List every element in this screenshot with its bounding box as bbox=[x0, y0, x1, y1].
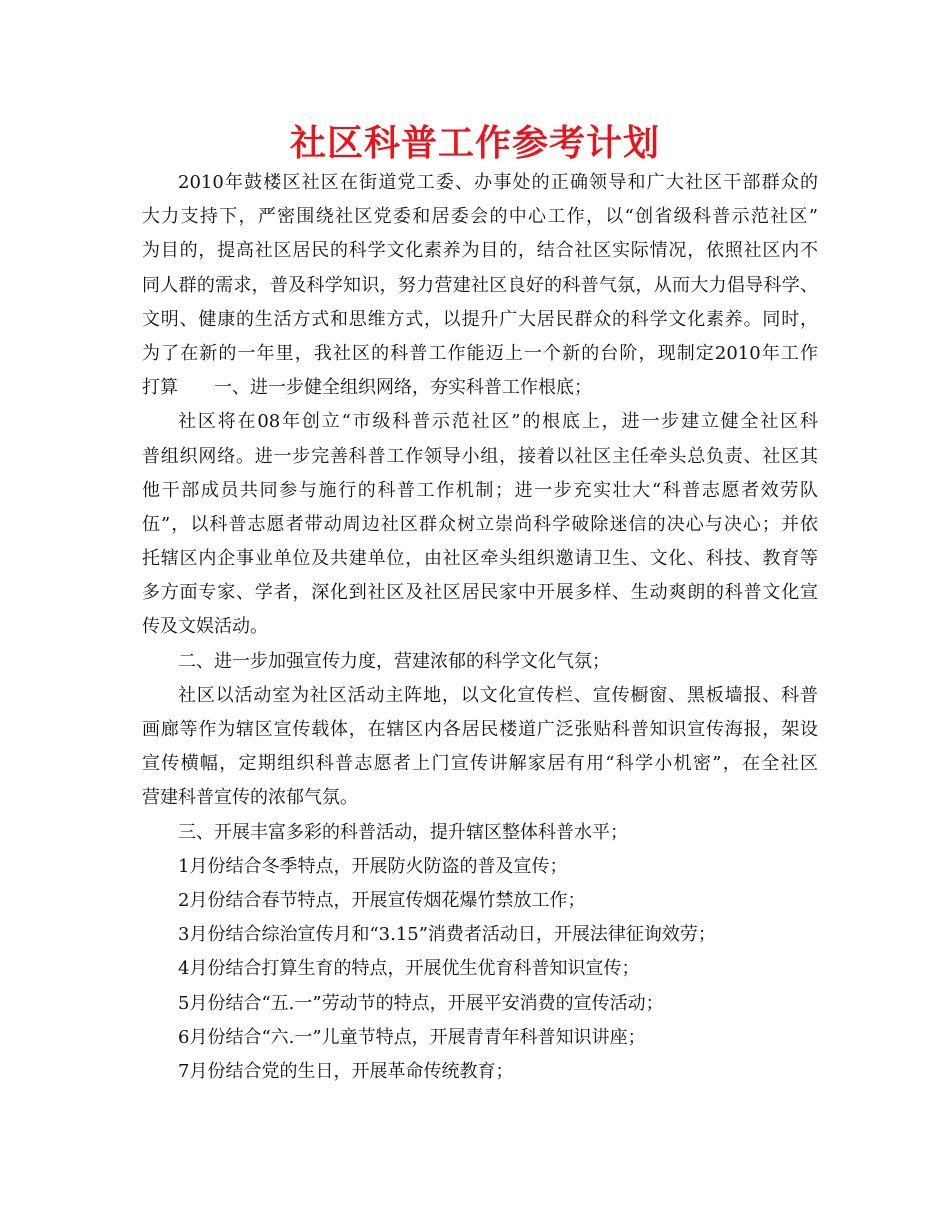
paragraph-line: 2010年鼓楼区社区在街道党工委、办事处的正确领导和广大社区干部群众的 bbox=[178, 172, 818, 193]
paragraph-line: 普组织网络。进一步完善科普工作领导小组，接着以社区主任牵头总负责、社区其 bbox=[142, 445, 818, 467]
paragraph-line: 伍”，以科普志愿者带动周边社区群众树立崇尚科学破除迷信的决心与决心；并依 bbox=[142, 513, 818, 535]
section-heading: 一、进一步健全组织网络，夯实科普工作根底； bbox=[214, 377, 592, 399]
paragraph-line: 同人群的需求，普及科学知识，努力营建社区良好的科普气氛，从而大力倡导科学、 bbox=[142, 274, 818, 296]
paragraph-line: 传及文娱活动。 bbox=[142, 616, 268, 638]
paragraph-line: 画廊等作为辖区宣传载体，在辖区内各居民楼道广泛张贴科普知识宣传海报，架设 bbox=[142, 719, 818, 740]
list-item: 3月份结合综治宣传月和“3.15”消费者活动日，开展法律征询效劳； bbox=[178, 924, 716, 946]
paragraph-line: 营建科普宣传的浓郁气氛。 bbox=[142, 787, 358, 809]
list-item: 1月份结合冬季特点，开展防火防盗的普及宣传； bbox=[178, 855, 568, 877]
paragraph-line: 社区以活动室为社区活动主阵地，以文化宣传栏、宣传橱窗、黑板墙报、科普 bbox=[178, 684, 818, 706]
paragraph-line: 托辖区内企事业单位及共建单位，由社区牵头组织邀请卫生、文化、科技、教育等 bbox=[142, 548, 818, 570]
paragraph-line: 文明、健康的生活方式和思维方式，以提升广大居民群众的科学文化素养。同时， bbox=[142, 308, 818, 330]
paragraph-line: 他干部成员共同参与施行的科普工作机制；进一步充实壮大“科普志愿者效劳队 bbox=[142, 479, 818, 501]
list-item: 5月份结合“五.一”劳动节的特点，开展平安消费的宣传活动； bbox=[178, 992, 664, 1014]
list-item: 7月份结合党的生日，开展革命传统教育； bbox=[178, 1060, 514, 1082]
paragraph-line: 打算 bbox=[142, 377, 178, 399]
paragraph-line: 大力支持下，严密围绕社区党委和居委会的中心工作，以“创省级科普示范社区” bbox=[142, 206, 818, 228]
paragraph-line: 社区将在08年创立“市级科普示范社区”的根底上，进一步建立健全社区科 bbox=[178, 411, 818, 433]
paragraph-line: 多方面专家、学者，深化到社区及社区居民家中开展多样、生动爽朗的科普文化宣 bbox=[142, 582, 818, 604]
section-heading: 三、开展丰富多彩的科普活动，提升辖区整体科普水平； bbox=[178, 821, 628, 843]
section-heading: 二、进一步加强宣传力度，营建浓郁的科学文化气氛； bbox=[178, 650, 610, 672]
paragraph-line: 为了在新的一年里，我社区的科普工作能迈上一个新的台阶，现制定2010年工作 bbox=[142, 342, 818, 364]
list-item: 6月份结合“六.一”儿童节特点，开展青青年科普知识讲座； bbox=[178, 1026, 646, 1048]
list-item: 2月份结合春节特点，开展宣传烟花爆竹禁放工作； bbox=[178, 889, 586, 911]
document-body bbox=[142, 166, 818, 1089]
list-item: 4月份结合打算生育的特点，开展优生优育科普知识宣传； bbox=[178, 958, 640, 980]
document-title: 社区科普工作参考计划 bbox=[289, 123, 660, 164]
paragraph-line: 为目的，提高社区居民的科学文化素养为目的，结合社区实际情况，依照社区内不 bbox=[142, 240, 818, 262]
paragraph-line-mixed bbox=[142, 371, 818, 405]
paragraph-line: 宣传横幅，定期组织科普志愿者上门宣传讲解家居有用“科学小机密”，在全社区 bbox=[142, 753, 818, 775]
